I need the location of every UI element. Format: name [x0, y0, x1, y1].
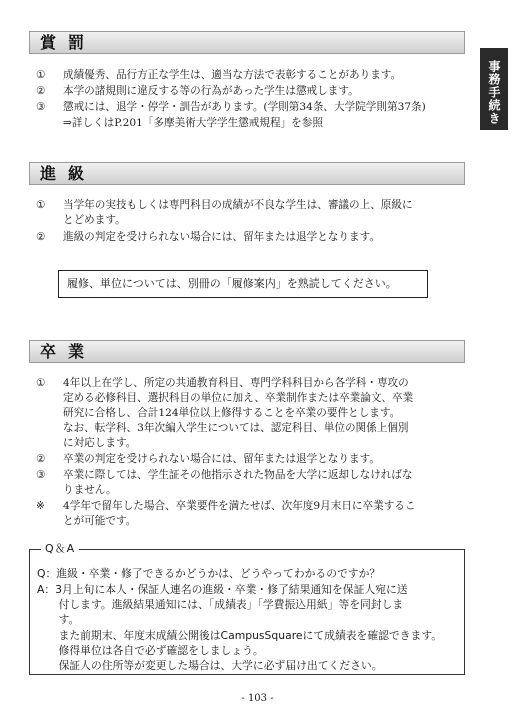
section-heading-promotion: [29, 162, 465, 185]
qa-title: Q＆A: [41, 542, 79, 556]
qa-answer-line: 付します。進級結果通知には、「成績表」「学費振込用紙」等を同封しま: [37, 598, 404, 611]
section-title: 卒業: [40, 342, 97, 361]
section-heading-awards: [29, 31, 465, 54]
qa-answer-line: 保証人の住所等が変更した場合は、大学に必ず届け出てください。: [37, 659, 383, 672]
section-heading-graduation: [29, 340, 465, 363]
qa-answer-line: 修得単位は各自で必ず確認をしましょう。: [37, 644, 264, 657]
qa-answer-line: す。: [37, 613, 80, 626]
qa-answer-line: また前期末、年度末成績公開後はCampusSquareにて成績表を確認できます。: [37, 629, 443, 642]
section-title: 進級: [40, 164, 97, 183]
qa-question: Q：進級・卒業・修了できるかどうかは、どうやってわかるのですか？: [37, 567, 381, 580]
section-tab-label: 事務手続き: [480, 48, 508, 130]
page-number: - 103 -: [241, 693, 274, 704]
notice-box: 履修、単位については、別冊の「履修案内」を熟読してください。: [58, 270, 428, 298]
qa-answer-line: A：3月上旬に本人・保証人連名の進級・卒業・修了結果通知を保証人宛に送: [37, 583, 408, 596]
section-title: 賞罰: [40, 33, 97, 52]
